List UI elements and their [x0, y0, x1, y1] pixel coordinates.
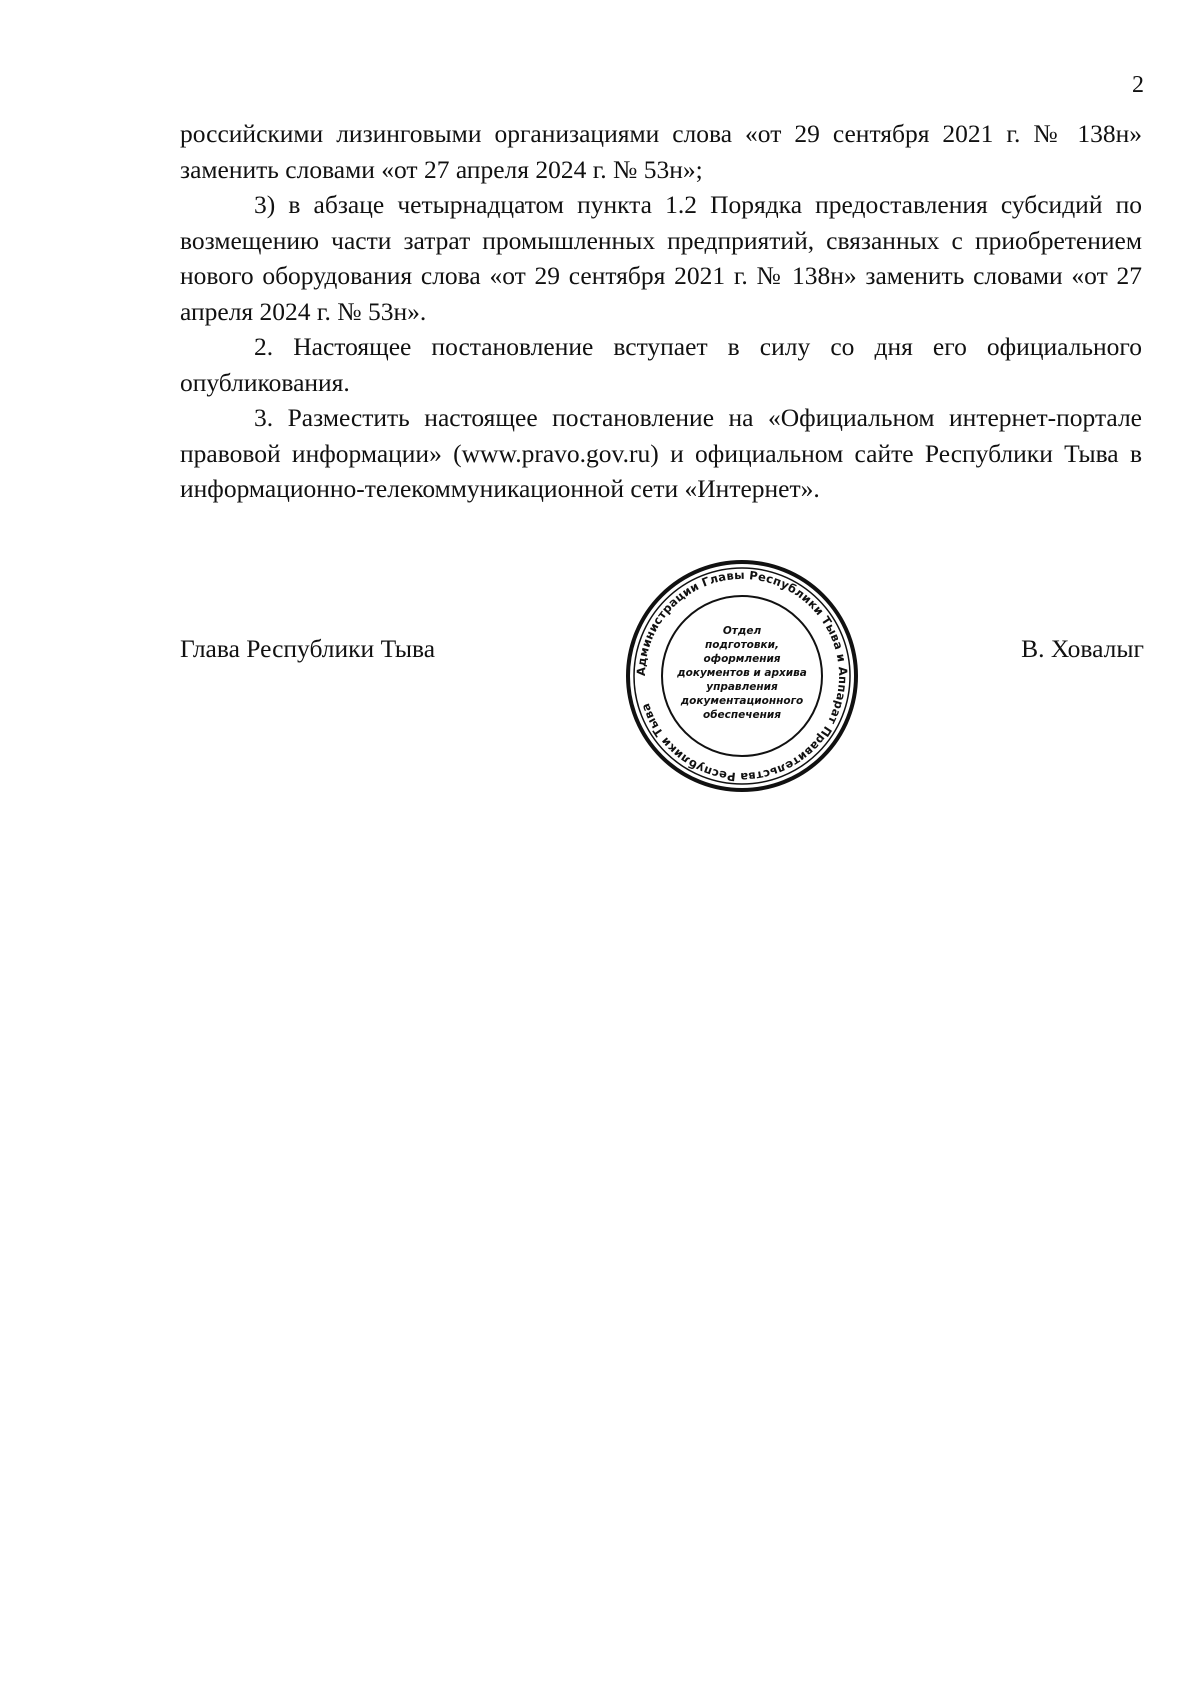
paragraph-clause-3: 3. Разместить настоящее постановление на «Официальном интернет-портале правовой информации» (www.pravo.gov.ru) и официальном сайте Республики Тыва в информационно-телекоммуникационной сети «Интернет». [180, 403, 1142, 503]
seal-ring-text-path: Администрации Главы Республики Тыва и Аппарат Правительства Республики Тыва [633, 567, 851, 785]
document-body [180, 116, 1142, 507]
signatory-position: Глава Республики Тыва [180, 634, 436, 663]
seal-center-text [676, 625, 807, 721]
seal-center-line: Отдел [722, 625, 762, 637]
paragraph-continuation: российскими лизинговыми организациями слова «от 29 сентября 2021 г. № 138н» заменить словами «от 27 апреля 2024 г. № 53н»; [180, 119, 1142, 184]
seal-center-line: документов и архива [677, 667, 807, 679]
seal-graphic [622, 556, 862, 796]
paragraph-item-3: 3) в абзаце четырнадцатом пункта 1.2 Порядка предоставления субсидий по возмещению части затрат промышленных предприятий, связанных с приобретением нового оборудования слова «от 29 сентября 2021 г. № 138н» заменить словами «от 27 апреля 2024 г. № 53н». [180, 190, 1142, 326]
seal-center-line: управления [706, 681, 778, 693]
seal-center-line: документационного [680, 695, 804, 707]
official-seal [622, 556, 862, 796]
seal-center-line: подготовки, [704, 639, 780, 651]
signatory-name: В. Ховалыг [1021, 634, 1144, 663]
page-number: 2 [1132, 72, 1144, 98]
seal-center-line: оформления [703, 653, 781, 665]
paragraph-clause-2: 2. Настоящее постановление вступает в силу со дня его официального опубликования. [180, 332, 1142, 397]
seal-center-line: обеспечения [703, 709, 781, 721]
